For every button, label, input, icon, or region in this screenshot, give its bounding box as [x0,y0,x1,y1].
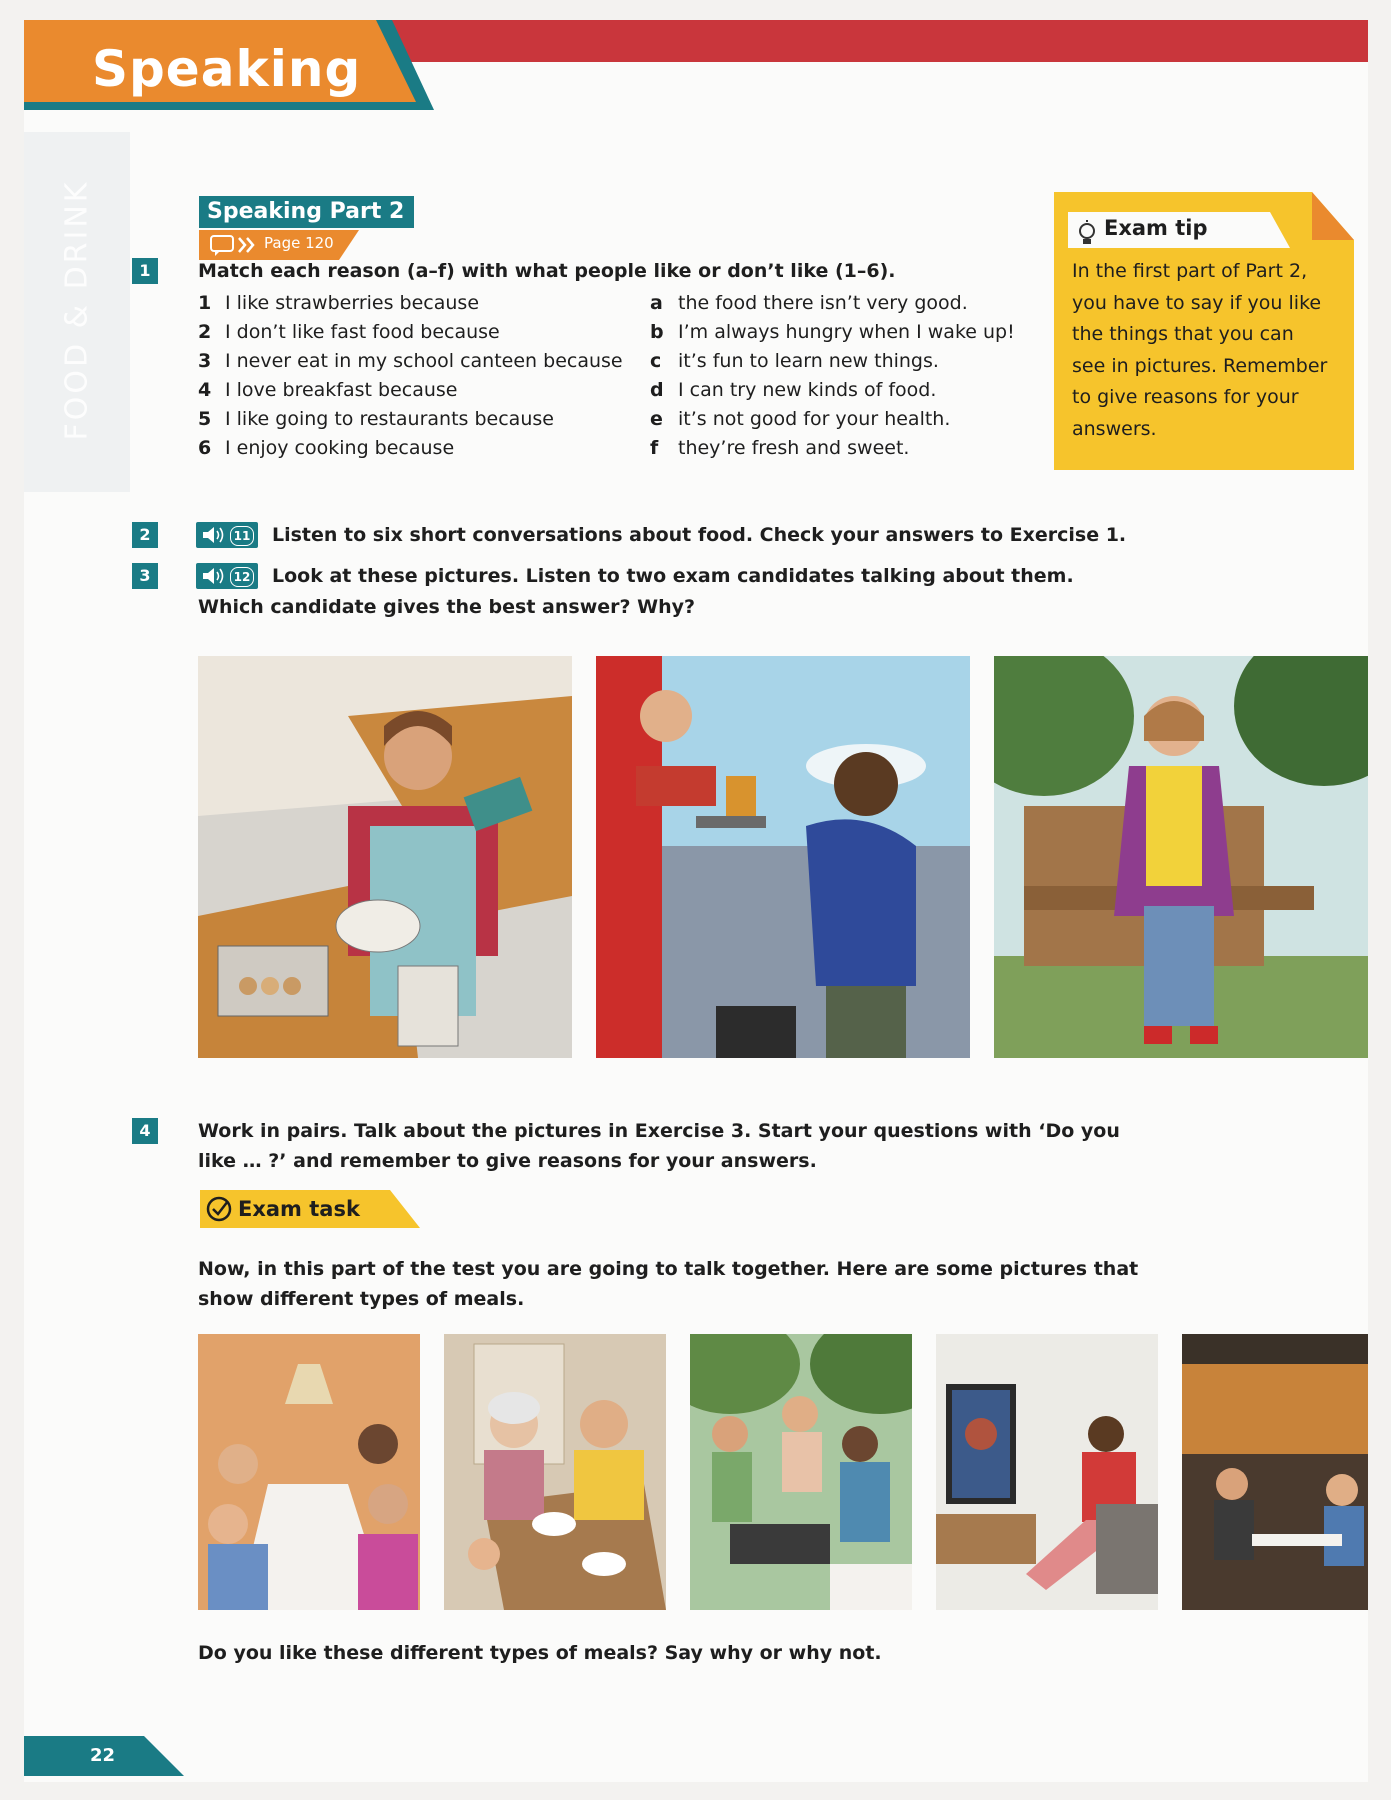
right-item-text: it’s fun to learn new things. [678,350,939,372]
left-item-text: I never eat in my school canteen because [225,350,623,372]
exercise-3-instruction-line1: Look at these pictures. Listen to two exam candidates talking about them. [272,565,1074,587]
exam-tip-line: see in pictures. Remember [1072,354,1328,377]
audio-track-number: 11 [230,526,254,546]
left-item-number: 4 [198,379,212,401]
right-item-text: it’s not good for your health. [678,408,951,430]
picture-eating-tv [936,1334,1158,1610]
right-item-letter: a [650,292,663,314]
exam-task-question: Do you like these different types of meals? Say why or why not. [198,1642,882,1664]
right-item-text: they’re fresh and sweet. [678,437,910,459]
picture-girl-eating-sandwich [994,656,1368,1058]
textbook-page [24,20,1368,1782]
speaker-icon [201,567,227,585]
exercise-1-number: 1 [132,258,158,284]
right-item-letter: b [650,321,664,343]
picture-restaurant [1182,1334,1368,1610]
exercise-4-instruction-line1: Work in pairs. Talk about the pictures in Exercise 3. Start your questions with ‘Do you [198,1120,1120,1142]
exam-tip-line: answers. [1072,417,1157,440]
exercise-3-instruction-line2: Which candidate gives the best answer? Why? [198,596,696,618]
right-item-text: I’m always hungry when I wake up! [678,321,1015,343]
exam-task-intro-line1: Now, in this part of the test you are going to talk together. Here are some pictures that [198,1258,1139,1280]
exam-tip-line: you have to say if you like [1072,291,1322,314]
right-item-letter: d [650,379,664,401]
left-item-number: 6 [198,437,212,459]
right-item-letter: f [650,437,659,459]
picture-barbecue [690,1334,912,1610]
picture-boy-fast-food [596,656,970,1058]
left-item-number: 1 [198,292,212,314]
section-title: Speaking [92,40,362,98]
audio-track-number: 12 [230,567,254,587]
left-item-number: 2 [198,321,212,343]
left-item-text: I enjoy cooking because [225,437,455,459]
audio-track-button[interactable] [196,563,258,589]
lightbulb-icon [1076,220,1098,248]
exercise-1-instruction: Match each reason (a–f) with what people like or don’t like (1–6). [198,260,896,282]
exam-tip-text [1072,256,1342,445]
speaking-part-label: Speaking Part 2 [199,196,414,228]
audio-track-button[interactable] [196,522,258,548]
exam-task-title: Exam task [238,1197,360,1221]
exam-tip-line: to give reasons for your [1072,386,1299,408]
right-item-text: I can try new kinds of food. [678,379,937,401]
left-item-number: 5 [198,408,212,430]
speaker-icon [201,526,227,544]
left-item-text: I don’t like fast food because [225,321,500,343]
exam-tip-title: Exam tip [1104,216,1208,240]
right-item-letter: c [650,350,662,372]
right-item-letter: e [650,408,663,430]
exam-task-intro-line2: show different types of meals. [198,1288,525,1310]
left-item-number: 3 [198,350,212,372]
right-item-text: the food there isn’t very good. [678,292,968,314]
side-tab-label: FOOD & DRINK [59,179,95,441]
exercise-3-number: 3 [132,563,158,589]
page-ref-text: Page 120 [264,234,334,252]
picture-friends-dinner [198,1334,420,1610]
exam-tip-line: the things that you can [1072,323,1294,345]
picture-girl-cooking [198,656,572,1058]
exercise-4-instruction-line2: like … ?’ and remember to give reasons for your answers. [198,1150,817,1172]
exercise-4-number: 4 [132,1118,158,1144]
picture-family-meal [444,1334,666,1610]
page-number: 22 [90,1745,116,1766]
exercise-2-instruction: Listen to six short conversations about food. Check your answers to Exercise 1. [272,524,1127,546]
left-item-text: I like going to restaurants because [225,408,554,430]
exercise-2-number: 2 [132,522,158,548]
left-item-text: I love breakfast because [225,379,458,401]
left-item-text: I like strawberries because [225,292,480,314]
exam-tip-line: In the first part of Part 2, [1072,260,1308,282]
